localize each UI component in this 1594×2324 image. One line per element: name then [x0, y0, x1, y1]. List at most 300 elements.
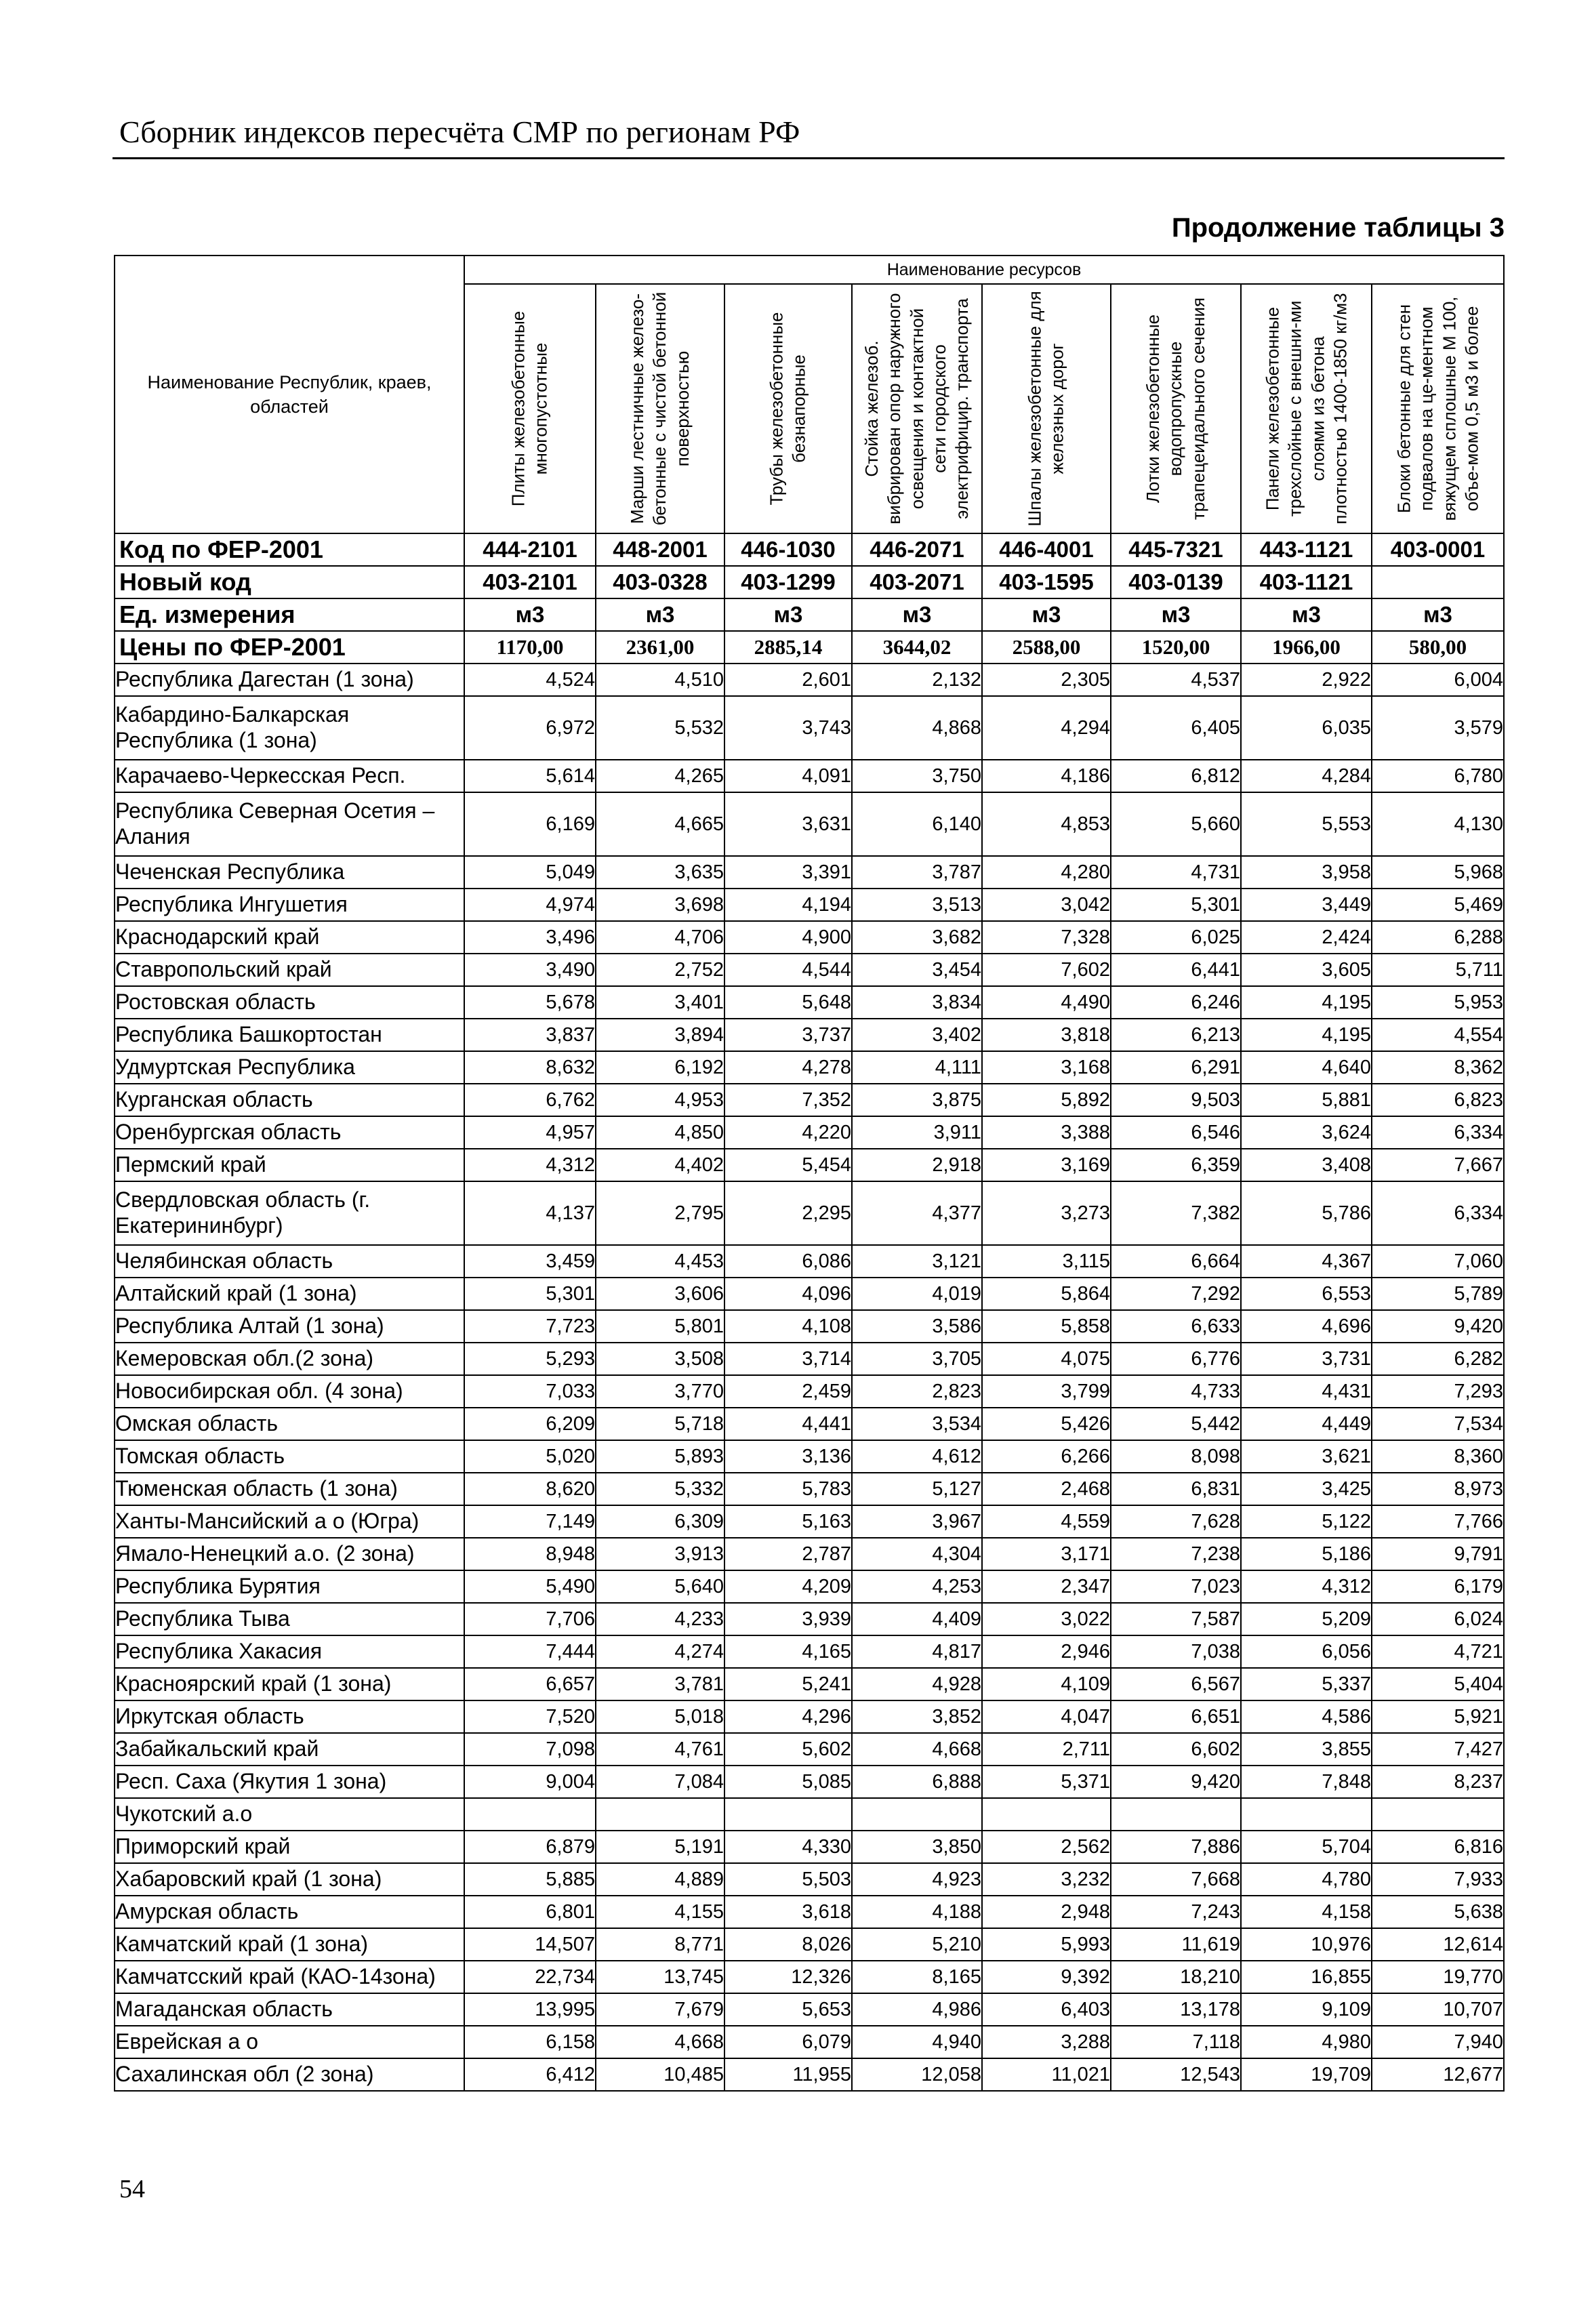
index-value: 7,940 — [1372, 2026, 1504, 2058]
index-value: 7,023 — [1111, 1570, 1241, 1603]
table-row — [115, 1538, 1504, 1570]
index-value: 4,559 — [982, 1505, 1111, 1538]
info-row-value: 403-0139 — [1111, 566, 1241, 598]
region-name: Пермский край — [115, 1149, 464, 1181]
index-value: 4,853 — [982, 792, 1111, 856]
index-value: 4,165 — [724, 1635, 852, 1668]
table-row — [115, 1278, 1504, 1310]
index-value: 6,169 — [464, 792, 596, 856]
table-row — [115, 1245, 1504, 1278]
region-name: Красноярский край (1 зона) — [115, 1668, 464, 1700]
index-value: 7,118 — [1111, 2026, 1241, 2058]
table-row — [115, 1051, 1504, 1084]
index-value: 4,220 — [724, 1116, 852, 1149]
region-name: Краснодарский край — [115, 921, 464, 954]
index-value: 9,392 — [982, 1961, 1111, 1993]
info-row-value: м3 — [982, 598, 1111, 631]
column-header-8 — [1372, 284, 1504, 533]
index-value: 4,668 — [596, 2026, 724, 2058]
index-value: 2,305 — [982, 664, 1111, 696]
info-row-value: 2588,00 — [982, 631, 1111, 664]
region-name: Республика Дагестан (1 зона) — [115, 664, 464, 696]
info-row-value: м3 — [724, 598, 852, 631]
region-name: Республика Башкортостан — [115, 1019, 464, 1051]
index-value: 3,750 — [852, 760, 982, 792]
index-value: 7,293 — [1372, 1375, 1504, 1408]
table-row — [115, 954, 1504, 986]
info-row-value: 403-2071 — [852, 566, 982, 598]
index-value: 8,973 — [1372, 1473, 1504, 1505]
index-value: 6,291 — [1111, 1051, 1241, 1084]
index-value: 6,334 — [1372, 1116, 1504, 1149]
index-value: 3,579 — [1372, 696, 1504, 760]
index-value: 5,678 — [464, 986, 596, 1019]
index-value: 5,018 — [596, 1700, 724, 1733]
column-header-label: Шпалы железобетонные для железных дорог — [1024, 291, 1067, 527]
index-value: 7,667 — [1372, 1149, 1504, 1181]
index-value: 6,553 — [1241, 1278, 1372, 1310]
table-row — [115, 1668, 1504, 1700]
index-value: 6,831 — [1111, 1473, 1241, 1505]
index-value: 3,401 — [596, 986, 724, 1019]
index-value: 4,209 — [724, 1570, 852, 1603]
table-row — [115, 889, 1504, 921]
index-value: 6,035 — [1241, 696, 1372, 760]
region-name: Респ. Саха (Якутия 1 зона) — [115, 1766, 464, 1798]
region-name: Ставропольский край — [115, 954, 464, 986]
info-row-value: 448-2001 — [596, 533, 724, 566]
region-column-header: Наименование Республик, краев, областей — [115, 256, 464, 533]
index-value: 6,334 — [1372, 1181, 1504, 1245]
index-value: 2,468 — [982, 1473, 1111, 1505]
index-value: 4,731 — [1111, 856, 1241, 889]
index-value: 8,098 — [1111, 1440, 1241, 1473]
index-value: 6,158 — [464, 2026, 596, 2058]
index-value: 4,431 — [1241, 1375, 1372, 1408]
index-value: 6,140 — [852, 792, 982, 856]
index-value — [1372, 1798, 1504, 1831]
table-row — [115, 1961, 1504, 1993]
info-row — [115, 533, 1504, 566]
info-row-label: Ед. измерения — [115, 598, 464, 631]
index-value: 6,309 — [596, 1505, 724, 1538]
table-row — [115, 1116, 1504, 1149]
index-value: 6,079 — [724, 2026, 852, 2058]
index-value: 4,304 — [852, 1538, 982, 1570]
resources-group-header: Наименование ресурсов — [464, 256, 1504, 284]
index-value: 2,601 — [724, 664, 852, 696]
index-value: 5,293 — [464, 1343, 596, 1375]
index-value: 8,620 — [464, 1473, 596, 1505]
column-header-label: Плиты железобетонные многопустотные — [508, 310, 551, 507]
index-value: 6,213 — [1111, 1019, 1241, 1051]
index-value: 2,918 — [852, 1149, 982, 1181]
index-value: 3,459 — [464, 1245, 596, 1278]
column-header-7 — [1241, 284, 1372, 533]
index-value: 5,332 — [596, 1473, 724, 1505]
index-value — [982, 1798, 1111, 1831]
index-value: 5,648 — [724, 986, 852, 1019]
header-rule — [113, 157, 1505, 159]
index-value: 6,664 — [1111, 1245, 1241, 1278]
index-value: 2,948 — [982, 1896, 1111, 1928]
region-name: Удмуртская Республика — [115, 1051, 464, 1084]
index-value: 3,534 — [852, 1408, 982, 1440]
info-row-value: 3644,02 — [852, 631, 982, 664]
index-value: 4,923 — [852, 1863, 982, 1896]
table-body — [115, 533, 1504, 2091]
index-value: 11,619 — [1111, 1928, 1241, 1961]
info-row-value: 1520,00 — [1111, 631, 1241, 664]
index-value: 9,503 — [1111, 1084, 1241, 1116]
info-row-value: м3 — [1241, 598, 1372, 631]
index-value: 6,888 — [852, 1766, 982, 1798]
index-value: 7,628 — [1111, 1505, 1241, 1538]
region-name: Чукотский а.о — [115, 1798, 464, 1831]
table-row — [115, 1570, 1504, 1603]
index-value: 7,060 — [1372, 1245, 1504, 1278]
index-value: 6,403 — [982, 1993, 1111, 2026]
index-value: 7,382 — [1111, 1181, 1241, 1245]
index-value: 4,019 — [852, 1278, 982, 1310]
index-value: 6,823 — [1372, 1084, 1504, 1116]
region-name: Камчатский край (1 зона) — [115, 1928, 464, 1961]
info-row-value: 446-2071 — [852, 533, 982, 566]
table-row — [115, 1603, 1504, 1635]
index-value: 5,301 — [1111, 889, 1241, 921]
regional-index-table — [114, 255, 1505, 2092]
region-name: Ямало-Ненецкий а.о. (2 зона) — [115, 1538, 464, 1570]
index-value: 7,098 — [464, 1733, 596, 1766]
index-value: 5,638 — [1372, 1896, 1504, 1928]
index-value: 6,179 — [1372, 1570, 1504, 1603]
index-value: 7,886 — [1111, 1831, 1241, 1863]
index-value: 3,682 — [852, 921, 982, 954]
table-row — [115, 696, 1504, 760]
index-value — [464, 1798, 596, 1831]
index-value: 3,621 — [1241, 1440, 1372, 1473]
index-value: 14,507 — [464, 1928, 596, 1961]
index-value: 3,731 — [1241, 1343, 1372, 1375]
table-row — [115, 1408, 1504, 1440]
index-value: 7,723 — [464, 1310, 596, 1343]
region-name: Иркутская область — [115, 1700, 464, 1733]
index-value: 3,273 — [982, 1181, 1111, 1245]
index-value: 4,524 — [464, 664, 596, 696]
index-value: 5,469 — [1372, 889, 1504, 921]
region-name: Республика Алтай (1 зона) — [115, 1310, 464, 1343]
index-value: 6,762 — [464, 1084, 596, 1116]
table-row — [115, 856, 1504, 889]
index-value: 2,795 — [596, 1181, 724, 1245]
region-name: Магаданская область — [115, 1993, 464, 2026]
index-value: 5,049 — [464, 856, 596, 889]
index-value: 2,424 — [1241, 921, 1372, 954]
index-value: 5,337 — [1241, 1668, 1372, 1700]
index-value: 3,496 — [464, 921, 596, 954]
index-value: 3,799 — [982, 1375, 1111, 1408]
index-value: 7,444 — [464, 1635, 596, 1668]
region-name: Забайкальский край — [115, 1733, 464, 1766]
index-value: 8,632 — [464, 1051, 596, 1084]
index-value — [1111, 1798, 1241, 1831]
region-name: Хабаровский край (1 зона) — [115, 1863, 464, 1896]
index-value: 4,974 — [464, 889, 596, 921]
index-value: 4,312 — [1241, 1570, 1372, 1603]
index-value: 3,606 — [596, 1278, 724, 1310]
index-value: 3,855 — [1241, 1733, 1372, 1766]
index-value: 3,894 — [596, 1019, 724, 1051]
index-value: 4,980 — [1241, 2026, 1372, 2058]
index-value: 3,939 — [724, 1603, 852, 1635]
index-value: 3,136 — [724, 1440, 852, 1473]
info-row-value: м3 — [1372, 598, 1504, 631]
index-value: 5,532 — [596, 696, 724, 760]
table-continuation-caption: Продолжение таблицы 3 — [1171, 213, 1505, 243]
region-name: Сахалинская обл (2 зона) — [115, 2058, 464, 2091]
index-value: 12,543 — [1111, 2058, 1241, 2091]
index-value: 5,186 — [1241, 1538, 1372, 1570]
index-value: 6,025 — [1111, 921, 1241, 954]
index-value: 6,412 — [464, 2058, 596, 2091]
index-value: 5,442 — [1111, 1408, 1241, 1440]
index-value: 8,360 — [1372, 1440, 1504, 1473]
index-value: 2,787 — [724, 1538, 852, 1570]
table-row — [115, 1831, 1504, 1863]
index-value: 4,280 — [982, 856, 1111, 889]
table-row — [115, 1733, 1504, 1766]
index-value: 4,928 — [852, 1668, 982, 1700]
index-value: 4,278 — [724, 1051, 852, 1084]
index-value: 6,024 — [1372, 1603, 1504, 1635]
index-value: 6,405 — [1111, 696, 1241, 760]
index-value: 8,165 — [852, 1961, 982, 1993]
index-value: 6,282 — [1372, 1343, 1504, 1375]
index-value: 3,121 — [852, 1245, 982, 1278]
index-value: 6,879 — [464, 1831, 596, 1863]
index-value: 5,783 — [724, 1473, 852, 1505]
region-name: Амурская область — [115, 1896, 464, 1928]
index-value: 10,976 — [1241, 1928, 1372, 1961]
info-row-value: 445-7321 — [1111, 533, 1241, 566]
index-value: 4,155 — [596, 1896, 724, 1928]
index-value: 3,391 — [724, 856, 852, 889]
index-value: 6,192 — [596, 1051, 724, 1084]
index-value: 3,875 — [852, 1084, 982, 1116]
table-row — [115, 760, 1504, 792]
info-row-value: 403-1121 — [1241, 566, 1372, 598]
index-value: 3,618 — [724, 1896, 852, 1928]
index-value: 4,706 — [596, 921, 724, 954]
index-value: 4,402 — [596, 1149, 724, 1181]
info-row-value: м3 — [1111, 598, 1241, 631]
region-name: Челябинская область — [115, 1245, 464, 1278]
index-value: 5,993 — [982, 1928, 1111, 1961]
index-value: 4,721 — [1372, 1635, 1504, 1668]
index-value: 4,194 — [724, 889, 852, 921]
index-value: 7,587 — [1111, 1603, 1241, 1635]
region-name: Новосибирская обл. (4 зона) — [115, 1375, 464, 1408]
index-value: 6,004 — [1372, 664, 1504, 696]
index-value: 7,292 — [1111, 1278, 1241, 1310]
index-value: 3,168 — [982, 1051, 1111, 1084]
index-value: 7,352 — [724, 1084, 852, 1116]
index-value: 3,388 — [982, 1116, 1111, 1149]
index-value: 4,330 — [724, 1831, 852, 1863]
index-value: 9,791 — [1372, 1538, 1504, 1570]
index-value: 2,711 — [982, 1733, 1111, 1766]
region-name: Алтайский край (1 зона) — [115, 1278, 464, 1310]
index-value: 6,812 — [1111, 760, 1241, 792]
index-value: 4,233 — [596, 1603, 724, 1635]
index-value: 3,408 — [1241, 1149, 1372, 1181]
index-value: 9,109 — [1241, 1993, 1372, 2026]
index-value: 5,404 — [1372, 1668, 1504, 1700]
info-row — [115, 566, 1504, 598]
index-value: 3,837 — [464, 1019, 596, 1051]
index-value: 4,188 — [852, 1896, 982, 1928]
index-value: 13,178 — [1111, 1993, 1241, 2026]
info-row-value: м3 — [464, 598, 596, 631]
index-value: 4,957 — [464, 1116, 596, 1149]
index-value: 9,004 — [464, 1766, 596, 1798]
info-row-value — [1372, 566, 1504, 598]
info-row — [115, 631, 1504, 664]
index-value: 4,817 — [852, 1635, 982, 1668]
index-value: 5,921 — [1372, 1700, 1504, 1733]
index-value: 5,191 — [596, 1831, 724, 1863]
index-value: 19,770 — [1372, 1961, 1504, 1993]
index-value: 3,743 — [724, 696, 852, 760]
info-row-value: 580,00 — [1372, 631, 1504, 664]
index-value: 3,698 — [596, 889, 724, 921]
index-value: 7,033 — [464, 1375, 596, 1408]
column-header-3 — [724, 284, 852, 533]
index-value — [852, 1798, 982, 1831]
index-value: 4,900 — [724, 921, 852, 954]
index-value: 19,709 — [1241, 2058, 1372, 2091]
index-value: 3,781 — [596, 1668, 724, 1700]
index-value: 4,409 — [852, 1603, 982, 1635]
index-value: 4,850 — [596, 1116, 724, 1149]
index-value: 8,237 — [1372, 1766, 1504, 1798]
table-row — [115, 1473, 1504, 1505]
index-value: 5,122 — [1241, 1505, 1372, 1538]
index-value: 5,653 — [724, 1993, 852, 2026]
region-name: Ростовская область — [115, 986, 464, 1019]
page-number: 54 — [119, 2175, 145, 2203]
index-value: 4,312 — [464, 1149, 596, 1181]
index-value: 5,864 — [982, 1278, 1111, 1310]
index-value: 5,718 — [596, 1408, 724, 1440]
index-value: 3,631 — [724, 792, 852, 856]
index-value: 4,109 — [982, 1668, 1111, 1700]
index-value: 6,246 — [1111, 986, 1241, 1019]
index-value: 2,946 — [982, 1635, 1111, 1668]
table-row — [115, 1181, 1504, 1245]
index-value: 3,169 — [982, 1149, 1111, 1181]
region-name: Камчатсский край (КАО-14зона) — [115, 1961, 464, 1993]
column-header-label: Блоки бетонные для стен подвалов на це-ментном вяжущем сплошные М 100, объе-мом 0,5 м3 и более — [1393, 296, 1481, 521]
index-value: 5,893 — [596, 1440, 724, 1473]
index-value: 5,711 — [1372, 954, 1504, 986]
index-value: 7,933 — [1372, 1863, 1504, 1896]
index-value: 4,640 — [1241, 1051, 1372, 1084]
index-value: 9,420 — [1111, 1766, 1241, 1798]
region-name: Еврейская а о — [115, 2026, 464, 2058]
index-value: 4,367 — [1241, 1245, 1372, 1278]
table-row — [115, 2026, 1504, 2058]
index-value — [596, 1798, 724, 1831]
table-row — [115, 1635, 1504, 1668]
index-value: 4,130 — [1372, 792, 1504, 856]
index-value: 2,562 — [982, 1831, 1111, 1863]
index-value: 11,021 — [982, 2058, 1111, 2091]
index-value: 4,253 — [852, 1570, 982, 1603]
index-value: 13,745 — [596, 1961, 724, 1993]
index-value: 8,771 — [596, 1928, 724, 1961]
info-row-value: 446-1030 — [724, 533, 852, 566]
index-value: 5,953 — [1372, 986, 1504, 1019]
index-value: 6,657 — [464, 1668, 596, 1700]
index-value: 10,485 — [596, 2058, 724, 2091]
index-value: 6,546 — [1111, 1116, 1241, 1149]
region-name: Республика Ингушетия — [115, 889, 464, 921]
region-name: Республика Хакасия — [115, 1635, 464, 1668]
region-name: Томская область — [115, 1440, 464, 1473]
index-value: 3,850 — [852, 1831, 982, 1863]
table-row — [115, 1375, 1504, 1408]
index-value: 3,454 — [852, 954, 982, 986]
region-name: Курганская область — [115, 1084, 464, 1116]
info-row-value: 403-0328 — [596, 566, 724, 598]
region-name: Омская область — [115, 1408, 464, 1440]
info-row-value: 403-2101 — [464, 566, 596, 598]
index-value: 13,995 — [464, 1993, 596, 2026]
index-value: 3,624 — [1241, 1116, 1372, 1149]
table-row — [115, 664, 1504, 696]
index-value: 2,459 — [724, 1375, 852, 1408]
index-value: 3,171 — [982, 1538, 1111, 1570]
index-value: 4,186 — [982, 760, 1111, 792]
table-row — [115, 1084, 1504, 1116]
info-row-value: 2361,00 — [596, 631, 724, 664]
index-value: 8,026 — [724, 1928, 852, 1961]
index-value: 6,780 — [1372, 760, 1504, 792]
index-value: 2,823 — [852, 1375, 982, 1408]
index-value: 4,096 — [724, 1278, 852, 1310]
index-value: 3,913 — [596, 1538, 724, 1570]
index-value: 3,288 — [982, 2026, 1111, 2058]
table-row — [115, 1019, 1504, 1051]
index-value: 10,707 — [1372, 1993, 1504, 2026]
index-value: 4,091 — [724, 760, 852, 792]
index-value: 7,706 — [464, 1603, 596, 1635]
index-value: 4,733 — [1111, 1375, 1241, 1408]
column-header-4 — [852, 284, 982, 533]
index-value: 3,449 — [1241, 889, 1372, 921]
index-value: 7,038 — [1111, 1635, 1241, 1668]
index-value: 12,326 — [724, 1961, 852, 1993]
info-row-value: 2885,14 — [724, 631, 852, 664]
column-header-1 — [464, 284, 596, 533]
table-row — [115, 1310, 1504, 1343]
index-value: 7,520 — [464, 1700, 596, 1733]
region-name: Кабардино-Балкарская Республика (1 зона) — [115, 696, 464, 760]
index-value: 5,210 — [852, 1928, 982, 1961]
index-value: 3,787 — [852, 856, 982, 889]
index-value: 3,586 — [852, 1310, 982, 1343]
